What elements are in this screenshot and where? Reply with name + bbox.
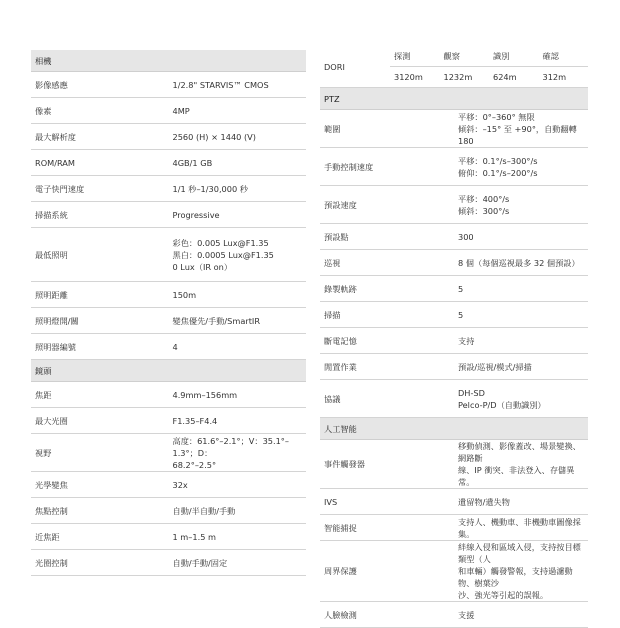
left-spec-column: [31, 50, 306, 576]
spec-label: 巡視: [320, 250, 454, 276]
dori-value-detect: 3120m: [390, 67, 440, 88]
spec-value: 高度：61.6°–2.1°；V：35.1°–1.3°；D： 68.2°–2.5°: [169, 434, 307, 472]
dori-value-identify: 312m: [539, 67, 589, 88]
section-header-row: [31, 50, 306, 72]
spec-label: 掃描系統: [31, 202, 169, 228]
spec-label: 照明器編號: [31, 334, 169, 360]
spec-label: 近焦距: [31, 524, 169, 550]
spec-value: 絆線入侵和區域入侵，支持按目標類型（人 和車輛）觸發警報，支持過濾動物、樹葉沙 沙、強光等引起的誤報。: [454, 541, 588, 602]
spec-row: [31, 124, 306, 150]
dori-value-recognize: 624m: [489, 67, 539, 88]
spec-row: [31, 498, 306, 524]
right-spec-column: [320, 46, 588, 628]
spec-value: 4: [169, 334, 307, 360]
spec-label: 預設點: [320, 224, 454, 250]
spec-label: 閒置作業: [320, 354, 454, 380]
section-header-row: [320, 88, 588, 110]
spec-label: 視野: [31, 434, 169, 472]
spec-row: [31, 72, 306, 98]
spec-row: [31, 150, 306, 176]
spec-label: 掃描: [320, 302, 454, 328]
spec-row: [320, 276, 588, 302]
spec-label: 智能捕捉: [320, 515, 454, 541]
spec-value: 支持人、機動車、非機動車圖像採集。: [454, 515, 588, 541]
spec-row: [320, 250, 588, 276]
spec-label: 事件觸發器: [320, 440, 454, 489]
spec-row: [31, 334, 306, 360]
spec-row: [320, 354, 588, 380]
spec-label: 錄製軌跡: [320, 276, 454, 302]
spec-value: 支援: [454, 602, 588, 628]
spec-label: 焦點控制: [31, 498, 169, 524]
spec-value: 平移：0.1°/s–300°/s 俯仰：0.1°/s–200°/s: [454, 148, 588, 186]
dori-value-observe: 1232m: [440, 67, 490, 88]
spec-label: 光圈控制: [31, 550, 169, 576]
dori-header-identify: 確認: [539, 46, 589, 67]
spec-label: 像素: [31, 98, 169, 124]
spec-value: 移動偵測、影像蓋改、場景變換、網路斷 線、IP 衝突、非法登入、存儲異常。: [454, 440, 588, 489]
section-title: 人工智能: [320, 418, 588, 440]
spec-label: 人臉檢測: [320, 602, 454, 628]
spec-row: [320, 489, 588, 515]
spec-value: 5: [454, 302, 588, 328]
spec-row: [31, 550, 306, 576]
spec-value: DH-SD Pelco-P/D（自動識別）: [454, 380, 588, 418]
spec-label: 最大解析度: [31, 124, 169, 150]
spec-value: F1.35–F4.4: [169, 408, 307, 434]
left-spec-table: [31, 50, 306, 576]
spec-label: 焦距: [31, 382, 169, 408]
spec-label: ROM/RAM: [31, 150, 169, 176]
dori-label: DORI: [320, 46, 390, 88]
spec-value: 預設/巡視/模式/掃描: [454, 354, 588, 380]
spec-label: 照明距離: [31, 282, 169, 308]
section-title: 相機: [31, 50, 306, 72]
spec-label: 光學變焦: [31, 472, 169, 498]
spec-row: [320, 515, 588, 541]
spec-value: 8 個（每個巡視最多 32 個預設）: [454, 250, 588, 276]
spec-row: [31, 524, 306, 550]
spec-row: [320, 380, 588, 418]
spec-value: 150m: [169, 282, 307, 308]
spec-row: [320, 440, 588, 489]
spec-label: 斷電記憶: [320, 328, 454, 354]
spec-row: [320, 328, 588, 354]
spec-row: [320, 602, 588, 628]
dori-header-observe: 觀察: [440, 46, 490, 67]
section-title: PTZ: [320, 88, 588, 110]
spec-value: 遺留物/遺失物: [454, 489, 588, 515]
spec-label: 預設速度: [320, 186, 454, 224]
spec-row: [320, 110, 588, 148]
spec-row: [31, 228, 306, 282]
spec-label: 最低照明: [31, 228, 169, 282]
right-spec-table: [320, 88, 588, 628]
dori-header-detect: 探測: [390, 46, 440, 67]
spec-value: 4.9mm–156mm: [169, 382, 307, 408]
spec-value: 300: [454, 224, 588, 250]
dori-header-row: [320, 46, 588, 67]
spec-row: [320, 148, 588, 186]
section-header-row: [31, 360, 306, 382]
spec-row: [31, 382, 306, 408]
spec-label: 電子快門速度: [31, 176, 169, 202]
dori-table: [320, 46, 588, 88]
spec-value: 支持: [454, 328, 588, 354]
spec-value: 5: [454, 276, 588, 302]
section-header-row: [320, 418, 588, 440]
spec-value: 4GB/1 GB: [169, 150, 307, 176]
spec-row: [320, 541, 588, 602]
spec-value: 4MP: [169, 98, 307, 124]
spec-value: 平移：400°/s 傾斜：300°/s: [454, 186, 588, 224]
spec-value: 平移：0°–360° 無限 傾斜：–15° 至 +90°，自動翻轉 180: [454, 110, 588, 148]
spec-row: [320, 186, 588, 224]
spec-value: 自動/半自動/手動: [169, 498, 307, 524]
spec-label: 周界保護: [320, 541, 454, 602]
spec-row: [320, 302, 588, 328]
section-title: 鏡頭: [31, 360, 306, 382]
spec-row: [320, 224, 588, 250]
spec-row: [31, 176, 306, 202]
spec-label: IVS: [320, 489, 454, 515]
spec-row: [31, 202, 306, 228]
spec-value: 自動/手動/固定: [169, 550, 307, 576]
spec-value: 1/2.8" STARVIS™ CMOS: [169, 72, 307, 98]
spec-row: [31, 308, 306, 334]
spec-value: 2560 (H) × 1440 (V): [169, 124, 307, 150]
spec-value: 彩色：0.005 Lux@F1.35 黑白：0.0005 Lux@F1.35 0 Lux（IR on）: [169, 228, 307, 282]
spec-row: [31, 98, 306, 124]
spec-label: 照明燈開/關: [31, 308, 169, 334]
spec-label: 範圍: [320, 110, 454, 148]
spec-value: 32x: [169, 472, 307, 498]
spec-label: 影像感應: [31, 72, 169, 98]
spec-row: [31, 282, 306, 308]
spec-label: 手動控制速度: [320, 148, 454, 186]
spec-value: 變焦優先/手動/SmartIR: [169, 308, 307, 334]
spec-value: 1/1 秒–1/30,000 秒: [169, 176, 307, 202]
spec-label: 協議: [320, 380, 454, 418]
dori-header-recognize: 識別: [489, 46, 539, 67]
spec-label: 最大光圈: [31, 408, 169, 434]
spec-row: [31, 408, 306, 434]
spec-row: [31, 472, 306, 498]
spec-value: Progressive: [169, 202, 307, 228]
spec-value: 1 m–1.5 m: [169, 524, 307, 550]
spec-row: [31, 434, 306, 472]
